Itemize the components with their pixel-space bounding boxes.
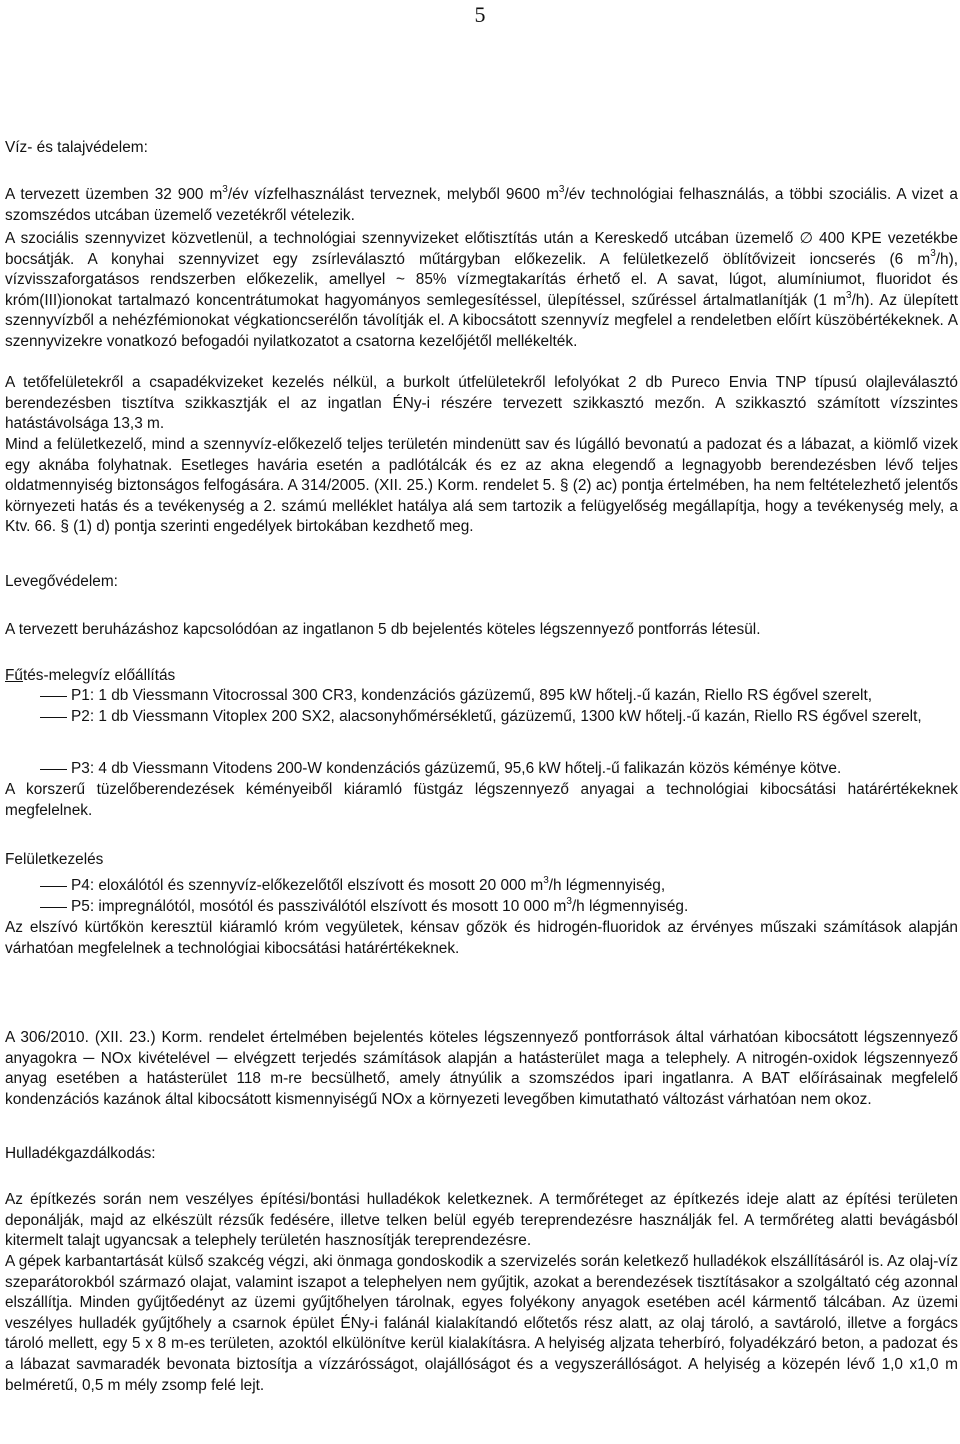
heating-item-p2: P2: 1 db Viessmann Vitoplex 200 SX2, alacsonyhőmérsékletű, gázüzemű, 1300 kW hőtelj.-ű kazán, Riello RS égővel szerelt, [5,707,958,728]
air-paragraph-1: A tervezett beruházáshoz kapcsolódóan az ingatlanon 5 db bejelentés köteles légszennyező pontforrás létesül. [5,621,761,638]
dash-bullet [40,769,67,770]
air-paragraph-2: A korszerű tüzelőberendezések kéményeiből kiáramló füstgáz légszennyező anyagai a technológiai kibocsátási határértékeknek megfelelnek. [5,781,958,819]
heating-heading-rest: tés-melegvíz előállítás [22,667,176,684]
water-paragraph-4: Mind a felületkezelő, mind a szennyvíz-előkezelő teljes területén mindenütt sav és lúgálló bevonatú a padozat és a lábazat, a kiömlő vizek egy aknába folyhatnak. Esetleges havária esetén a padlótálcák és ez az akna elegendő a legnagyobb berendezésben lévő teljes oldatmennyiség biztonságos felfogására. A 314/2005. (XII. 25.) Korm. rendelet 5. § (2) ac) pontja értelmében, ha nem feltételezhető jelentős környezeti hatás és a tevékenység a 2. számú melléklet hatálya alá sem tartozik a felügyelőség megállapítja, hogy a tevékenység mely, a Ktv. 66. § (1) d) pontja szerinti engedélyek birtokában kezdhető meg. [5,436,958,536]
air-paragraph-4: A 306/2010. (XII. 23.) Korm. rendelet értelmében bejelentés köteles légszennyező pontforrások által várhatóan kibocsátott légszennyező anyagokra ─ NOx kivételével ─ elvégzett terjedés számítások alapján a hatásterület maga a telephely. A nitrogén-oxidok légszennyező anyag esetében a hatásterület 118 m-re becsülhető, amely átnyúlik a szomszédos ipari ingatlanra. A BAT előírásainak megfelelő kondenzációs kazánok által kibocsátott kismennyiségű NOx a környezeti levegőben kimutatható változást várhatóan nem okoz. [5,1029,958,1108]
water-paragraph-1: A tervezett üzemben 32 900 $m^3/év$ vízfelhasználást terveznek, melyből 9600 $m^3/év$ technológiai felhasználás, a többi szociális. A vizet a szomszédos utcában üzemelő vezetékről vételezik. [5,183,958,224]
dash-bullet [40,907,67,908]
page-number: 5 [474,2,486,27]
heating-item-p1: P1: 1 db Viessmann Vitocrossal 300 CR3, kondenzációs gázüzemű, 895 kW hőtelj.-ű kazán, Riello RS égővel szerelt, [5,686,958,707]
surface-heading: Felületkezelés [5,851,104,868]
heating-heading [5,666,958,687]
heating-item-p3: P3: 4 db Viessmann Vitodens 200-W kondenzációs gázüzemű, 95,6 kW hőtelj.-ű falikazán közös kéménye kötve. [5,759,958,780]
water-paragraph-2: A szociális szennyvizet közvetlenül, a technológiai szennyvizeket előtisztítás után a Kereskedő utcában üzemelő ∅ 400 KPE vezetékbe bocsátják. A konyhai szennyvizet egy zsírleválasztó műtárgyban előkezelik. A felületkezelő öblítővizeit ioncserés (6 $m^3/h$), vízvisszaforgatásos rendszerben előkezelik, amellyel ~ 85% vízmegtakarítás érhető el. A savat, lúgot, alumíniumot, fluoridot és króm(III)ionokat tartalmazó koncentrátumokat hagyományos semlegesítéssel, ülepítéssel, szűréssel ártalmatlanítják (1 $m^3/h$). Az ülepített szennyvízből a nehézfémionokat végkationcserélőn távolítják el. A kibocsátott szennyvíz megfelel a rendeletben előírt küszöbértékeknek. A szennyvizekre vonatkozó befogadói nyilatkozatot a csatorna kezelőjétől mellékelték. [5,230,958,350]
diameter-symbol: ∅ [799,230,813,247]
surface-item-p4: P4: eloxálótól és szennyvíz-előkezelőtől elszívott és mosott 20 000 $m^3/h$ légmennyiség, [5,876,958,897]
waste-heading: Hulladékgazdálkodás: [5,1145,156,1162]
dash-bullet [40,696,67,697]
surface-item-p5: P5: impregnálótól, mosótól és passziválótól elszívott és mosott 10 000 $m^3/h$ légmennyiség. [5,897,958,918]
air-paragraph-3: Az elszívó kürtőkön keresztül kiáramló króm vegyületek, kénsav gőzök és hidrogén-fluoridok az érvényes műszaki számítások alapján várhatóan megfelelnek a technológiai kibocsátási határértékeknek. [5,919,958,957]
waste-paragraph-2: A gépek karbantartását külső szakcég végzi, aki önmaga gondoskodik a szervizelés során keletkező hulladékok elszállításáról is. Az olaj-víz szeparátorokból származó olajat, valamint iszapot a telephelyen nem gyűjtik, azokat a berendezések tisztításakor a szolgáltató cég azonnal elszállítja. Minden gyűjtőedényt az üzemi gyűjtőhelyen tárolnak, egyes folyékony anyagok esetében acél kármentő tálcában. Az üzemi veszélyes hulladék gyűjtőhely a csarnok épület ÉNy-i falánál kialakítandó előtetős rész alatt, az olaj tároló, a savtároló, illetve a forgács tároló mellett, egy 5 x 8 m-es területen, azoktól elkülönítve kerül kialakításra. A helyiség aljzata teherbíró, folyadékzáró beton, a padozat és a lábazat savmaradék bevonata biztosítja a vízzárósságot, olajállóságot és a vegyszerállóságot. A helyiség a közepén lévő 1,0 x1,0 m belméretű, 0,5 m mély zsomp felé lejt. [5,1253,959,1394]
air-heading: Levegővédelem: [5,573,118,590]
heating-heading-underlined: Fű [5,667,23,684]
water-paragraph-3: A tetőfelületekről a csapadékvizeket kezelés nélkül, a burkolt útfelületekről lefolyókat 2 db Pureco Envia TNP típusú olajleválasztó berendezésben tisztítva szikkasztják el az ingatlan ÉNy-i részére tervezett szikkasztó mezőn. A szikkasztó számított vízszintes hatástávolsága 13,3 m. [5,374,958,433]
dash-bullet [40,886,67,887]
waste-paragraph-1: Az építkezés során nem veszélyes építési/bontási hulladékok keletkeznek. A termőréteget az építkezés ideje alatt az építési területen deponálják, majd az elkészült rézsűk fedésére, illetve telken belül egyéb tereprendezésre használják fel. A termőréteg alatti bevágásból kitermelt talajt ugyancsak a telephely területén hasznosítják tereprendezésre. [5,1191,958,1250]
dash-bullet [40,717,67,718]
water-heading: Víz- és talajvédelem: [5,139,148,156]
